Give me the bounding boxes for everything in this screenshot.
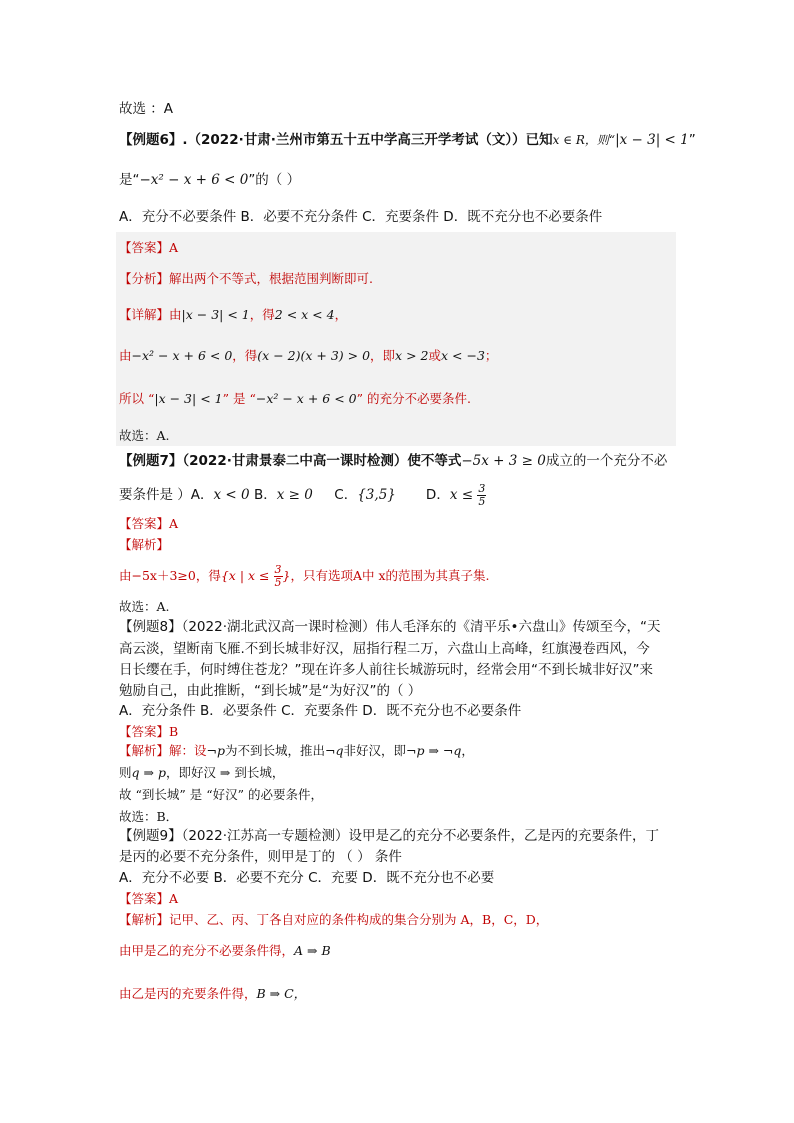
example-7-solution: 由−5x＋3≥0，得{x | x ≤ $\frac{3}{5}$ }，只有选项A中 x的范围为其真子集. bbox=[119, 563, 490, 589]
example-8-line-1: 【例题8】（2022·湖北武汉高一课时检测）伟人毛泽东的《清平乐•六盘山》传颂至今，“天 bbox=[119, 619, 661, 635]
example-8-conclusion: 故选：B． bbox=[119, 809, 179, 824]
example-7-options: 要条件是 ）A．x < 0 B．x ≥ 0 C．{3,5} D．x ≤ $\frac{3}{5}$ bbox=[119, 481, 486, 508]
example-6-analysis: 【分析】解出两个不等式，根据范围判断即可. bbox=[119, 271, 373, 286]
answer-shaded-box bbox=[116, 232, 676, 446]
example-6-question: 是“−x² − x + 6 < 0”的（ ） bbox=[119, 172, 301, 188]
example-9-solution-1: 【解析】记甲、乙、丙、丁各自对应的条件构成的集合分别为 A，B，C，D， bbox=[119, 912, 549, 927]
example-8-line-3: 日长缨在手，何时缚住苍龙？”现在许多人前往长城游玩时，经常会用“不到长城非好汉”来 bbox=[119, 662, 653, 678]
example-8-solution-2: 则q ⇒ p，即好汉 ⇒ 到长城， bbox=[119, 765, 285, 780]
example-6-detail-1: 【详解】由|x − 3| < 1，得2 < x < 4， bbox=[119, 307, 348, 322]
example-9-line-2: 是丙的必要不充分条件，则甲是丁的 （ ） 条件 bbox=[119, 849, 402, 865]
example-7-solution-label: 【解析】 bbox=[119, 537, 170, 552]
example-8-answer: 【答案】B bbox=[119, 724, 179, 739]
example-6-conclusion: 故选：A. bbox=[119, 428, 170, 443]
example-8-solution-3: 故 “到长城” 是 “好汉” 的必要条件， bbox=[119, 787, 323, 802]
example-6-options: A．充分不必要条件 B．必要不充分条件 C．充要条件 D．既不充分也不必要条件 bbox=[119, 209, 603, 225]
example-9-answer: 【答案】A bbox=[119, 891, 179, 906]
example-7-heading: 【例题7】（2022·甘肃景泰二中高一课时检测）使不等式−5x + 3 ≥ 0成立的一个充分不必 bbox=[119, 453, 668, 469]
text-line: 故选 ：A bbox=[119, 101, 174, 117]
example-8-solution-1: 【解析】解：设¬p为不到长城，推出¬q非好汉，即¬p ⇒ ¬q， bbox=[119, 743, 474, 758]
example-9-options: A．充分不必要 B．必要不充分 C．充要 D．既不充分也不必要 bbox=[119, 870, 495, 886]
example-7-conclusion: 故选：A. bbox=[119, 599, 170, 614]
example-8-line-4: 勉励自己，由此推断，“到长城”是“为好汉”的（ ） bbox=[119, 683, 422, 699]
example-7-answer: 【答案】A bbox=[119, 516, 179, 531]
example-9-line-1: 【例题9】（2022·江苏高一专题检测）设甲是乙的充分不必要条件，乙是丙的充要条件，丁 bbox=[119, 828, 659, 844]
example-6-heading: 【例题6】.（2022·甘肃·兰州市第五十五中学高三开学考试（文））已知x ∈ R，则“|x − 3| < 1” bbox=[119, 132, 696, 148]
example-9-solution-2: 由甲是乙的充分不必要条件得，A ⇒ B bbox=[119, 943, 331, 958]
fraction-three-fifths-2: $\frac{3}{5}$ bbox=[274, 563, 282, 589]
example-9-solution-3: 由乙是丙的充要条件得，B ⇒ C， bbox=[119, 986, 307, 1001]
example-6-detail-2: 由−x² − x + 6 < 0，得(x − 2)(x + 3) > 0，即x > 2或x < −3； bbox=[119, 348, 498, 363]
example-8-options: A．充分条件 B．必要条件 C．充要条件 D．既不充分也不必要条件 bbox=[119, 703, 522, 719]
example-6-detail-3: 所以 “|x − 3| < 1” 是 “−x² − x + 6 < 0” 的充分不必要条件. bbox=[119, 391, 471, 406]
example-6-answer: 【答案】A bbox=[119, 240, 179, 255]
fraction-three-fifths: $\frac{3}{5}$ bbox=[478, 481, 486, 508]
example-8-line-2: 高云淡，望断南飞雁.不到长城非好汉，屈指行程二万，六盘山上高峰，红旗漫卷西风，今 bbox=[119, 641, 650, 657]
